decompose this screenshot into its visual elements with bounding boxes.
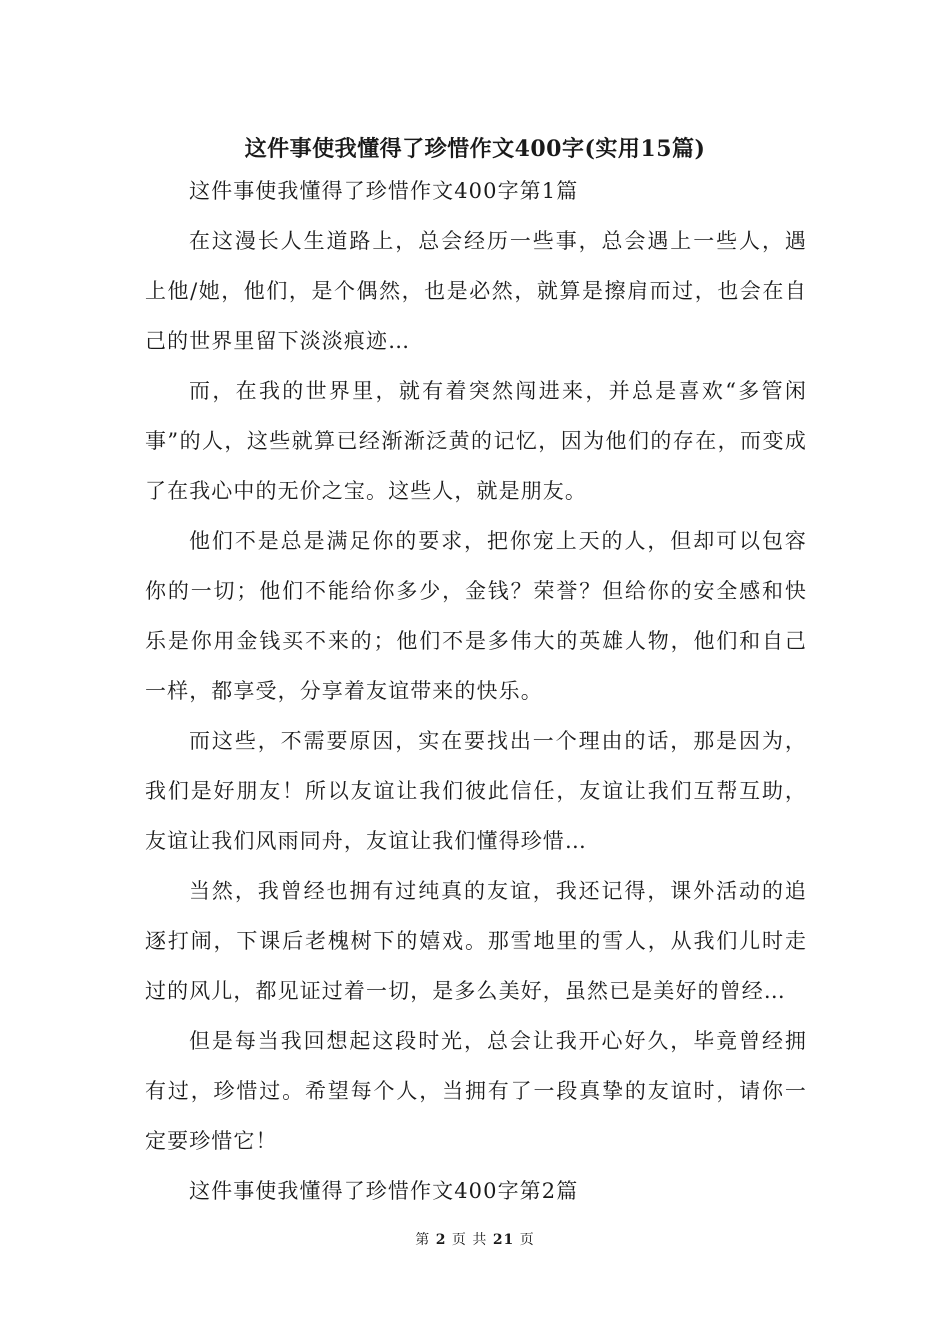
section-heading: 这件事使我懂得了珍惜作文400字第1篇 <box>189 179 579 203</box>
page-footer <box>0 1230 950 1250</box>
paragraph: 而这些，不需要原因，实在要找出一个理由的话，那是因为，我们是好朋友！所以友谊让我们彼此信任，友谊让我们互帮互助，友谊让我们风雨同舟，友谊让我们懂得珍惜… <box>145 729 807 853</box>
footer-middle: 页 共 <box>451 1232 488 1248</box>
section-heading: 这件事使我懂得了珍惜作文400字第2篇 <box>189 1179 579 1203</box>
paragraph: 他们不是总是满足你的要求，把你宠上天的人，但却可以包容你的一切；他们不能给你多少，金钱？荣誉？但给你的安全感和快乐是你用金钱买不来的；他们不是多伟大的英雄人物，他们和自己一样，都享受，分享着友谊带来的快乐。 <box>145 529 807 703</box>
paragraph: 而，在我的世界里，就有着突然闯进来，并总是喜欢“多管闲事”的人，这些就算已经渐渐泛黄的记忆，因为他们的存在，而变成了在我心中的无价之宝。这些人，就是朋友。 <box>145 379 807 503</box>
document-title: 这件事使我懂得了珍惜作文400字(实用15篇) <box>244 135 706 162</box>
paragraph: 在这漫长人生道路上，总会经历一些事，总会遇上一些人，遇上他/她，他们，是个偶然，也是必然，就算是擦肩而过，也会在自己的世界里留下淡淡痕迹… <box>145 229 807 353</box>
paragraph: 但是每当我回想起这段时光，总会让我开心好久，毕竟曾经拥有过，珍惜过。希望每个人，当拥有了一段真挚的友谊时，请你一定要珍惜它！ <box>145 1029 807 1153</box>
current-page-number: 2 <box>435 1232 447 1248</box>
total-pages-number: 21 <box>492 1232 515 1248</box>
footer-suffix: 页 <box>519 1232 535 1248</box>
document-body <box>145 166 807 1216</box>
paragraph: 当然，我曾经也拥有过纯真的友谊，我还记得，课外活动的追逐打闹，下课后老槐树下的嬉戏。那雪地里的雪人，从我们儿时走过的风儿，都见证过着一切，是多么美好，虽然已是美好的曾经… <box>145 879 807 1003</box>
footer-prefix: 第 <box>415 1232 431 1248</box>
